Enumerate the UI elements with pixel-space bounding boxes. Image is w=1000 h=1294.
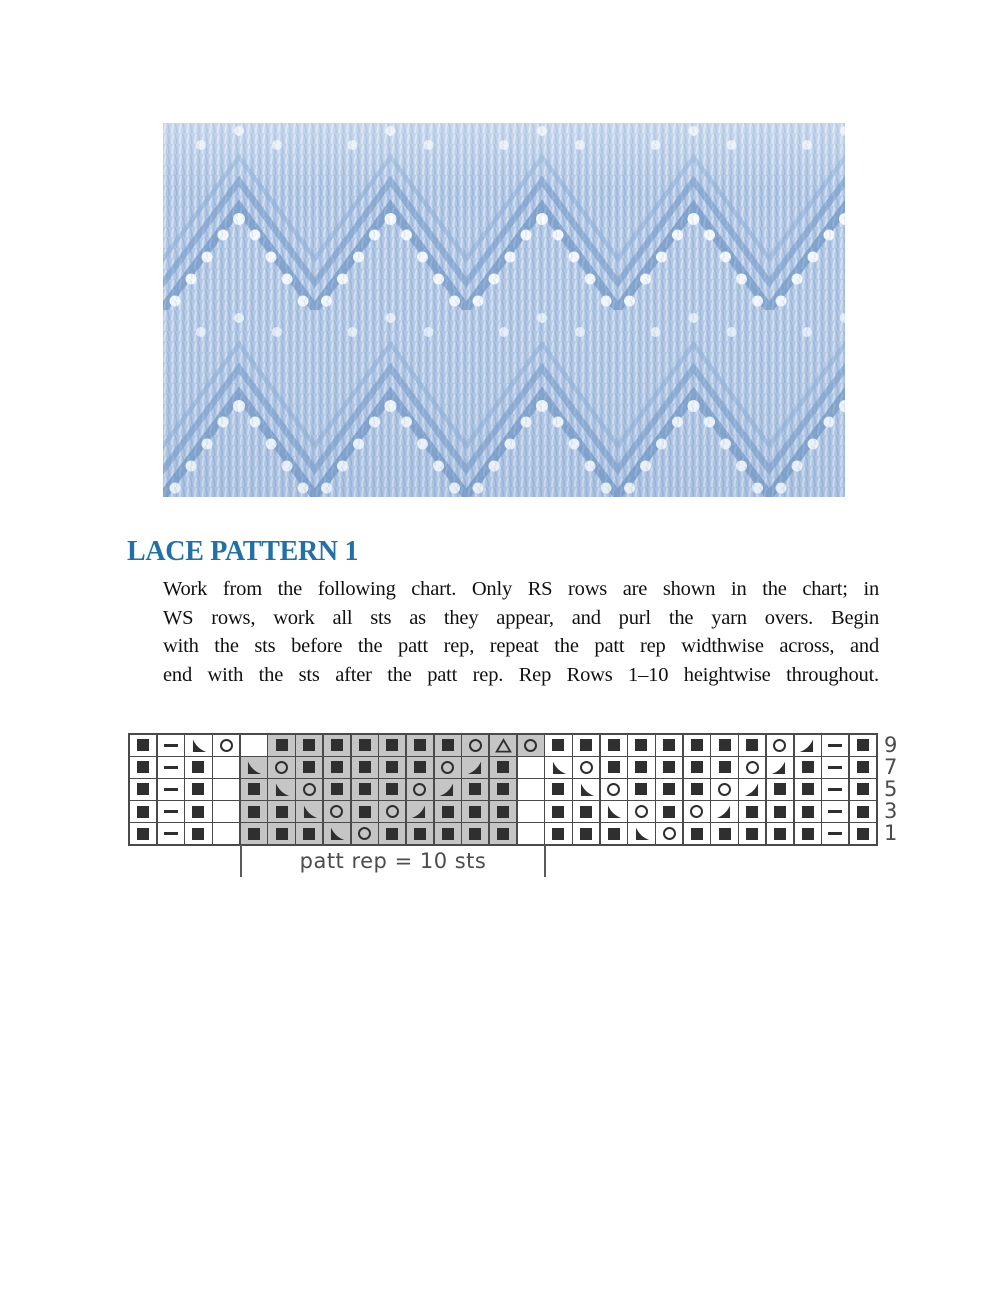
row-number: 7 <box>884 755 898 780</box>
chart-cell <box>711 779 737 800</box>
chart-cell <box>324 823 350 844</box>
chart-cell <box>185 735 211 756</box>
knit-stitch-icon <box>497 828 509 840</box>
chart-cell <box>352 757 378 778</box>
paragraph-line: Work from the following chart. Only RS rows are shown in the chart; in <box>163 578 879 600</box>
knit-stitch-icon <box>774 806 786 818</box>
chart-cell <box>379 735 405 756</box>
k2tog-decrease-icon <box>716 804 733 820</box>
knit-stitch-icon <box>248 828 260 840</box>
chart-cell <box>795 757 821 778</box>
knit-stitch-icon <box>137 739 149 751</box>
knit-stitch-icon <box>608 761 620 773</box>
chart-cell <box>324 801 350 822</box>
chart-cell <box>518 823 544 844</box>
chart-row <box>130 735 876 756</box>
chart-cell <box>684 757 710 778</box>
chart-cell <box>213 801 239 822</box>
knit-stitch-icon <box>691 783 703 795</box>
chart-cell <box>296 757 322 778</box>
chart-cell <box>518 801 544 822</box>
yarn-over-icon <box>524 739 537 752</box>
chart-cell <box>850 757 876 778</box>
knit-stitch-icon <box>248 806 260 818</box>
knit-stitch-icon <box>414 761 426 773</box>
chart-cell <box>490 801 516 822</box>
k2tog-decrease-icon <box>467 760 484 776</box>
chart-cell <box>379 823 405 844</box>
knit-stitch-icon <box>442 806 454 818</box>
chart-cell <box>628 735 654 756</box>
knit-stitch-icon <box>719 761 731 773</box>
chart-cell <box>795 823 821 844</box>
knit-stitch-icon <box>691 828 703 840</box>
knit-stitch-icon <box>719 739 731 751</box>
chart-cell <box>213 757 239 778</box>
knit-stitch-icon <box>469 806 481 818</box>
chart-cell <box>268 735 294 756</box>
knit-stitch-icon <box>635 739 647 751</box>
yarn-over-icon <box>580 761 593 774</box>
instructions-paragraph <box>163 575 879 689</box>
chart-cell <box>130 779 156 800</box>
knit-stitch-icon <box>386 783 398 795</box>
chart-cell <box>739 801 765 822</box>
knit-stitch-icon <box>469 783 481 795</box>
chart-cell <box>684 801 710 822</box>
chart-cell <box>268 823 294 844</box>
chart-cell <box>435 735 461 756</box>
knit-stitch-icon <box>802 806 814 818</box>
page-title: LACE PATTERN 1 <box>127 536 359 567</box>
knit-stitch-icon <box>608 828 620 840</box>
knit-stitch-icon <box>663 739 675 751</box>
ssk-decrease-icon <box>273 782 290 798</box>
chart-cell <box>545 735 571 756</box>
knit-stitch-icon <box>442 828 454 840</box>
paragraph-line: WS rows, work all sts as they appear, and purl the yarn overs. Begin <box>163 606 879 629</box>
yarn-over-icon <box>275 761 288 774</box>
yarn-over-icon <box>607 783 620 796</box>
knit-stitch-icon <box>303 739 315 751</box>
chart-cell <box>711 757 737 778</box>
chart-cell <box>573 779 599 800</box>
knit-stitch-icon <box>248 783 260 795</box>
chart-cell <box>296 823 322 844</box>
chart-cell <box>767 779 793 800</box>
chart-cell <box>130 801 156 822</box>
knit-stitch-icon <box>386 828 398 840</box>
chart-cell <box>601 801 627 822</box>
knitting-chart <box>128 733 878 846</box>
knit-stitch-icon <box>635 761 647 773</box>
yarn-over-icon <box>303 783 316 796</box>
chart-cell <box>296 801 322 822</box>
chart-cell <box>462 801 488 822</box>
knit-stitch-icon <box>331 761 343 773</box>
knit-stitch-icon <box>359 806 371 818</box>
chart-cell <box>628 779 654 800</box>
chart-cell <box>601 779 627 800</box>
chart-cell <box>684 823 710 844</box>
chart-cell <box>241 757 267 778</box>
chart-cell <box>822 735 848 756</box>
chart-cell <box>850 735 876 756</box>
chart-cell <box>822 801 848 822</box>
chart-cell <box>656 801 682 822</box>
yarn-over-icon <box>386 805 399 818</box>
knit-stitch-icon <box>774 783 786 795</box>
ssk-decrease-icon <box>550 760 567 776</box>
knit-stitch-icon <box>192 828 204 840</box>
ssk-decrease-icon <box>245 760 262 776</box>
chart-cell <box>573 823 599 844</box>
knit-stitch-icon <box>580 739 592 751</box>
knit-stitch-icon <box>857 783 869 795</box>
knit-stitch-icon <box>857 806 869 818</box>
chart-cell <box>268 757 294 778</box>
knit-stitch-icon <box>276 806 288 818</box>
knit-stitch-icon <box>802 761 814 773</box>
chart-cell <box>435 779 461 800</box>
chart-cell <box>462 779 488 800</box>
chart-cell <box>711 823 737 844</box>
knit-stitch-icon <box>137 806 149 818</box>
knit-stitch-icon <box>442 739 454 751</box>
chart-cell <box>822 779 848 800</box>
chart-cell <box>822 757 848 778</box>
ssk-decrease-icon <box>328 826 345 842</box>
knit-stitch-icon <box>497 761 509 773</box>
knit-stitch-icon <box>719 828 731 840</box>
purl-stitch-icon <box>164 810 178 814</box>
chart-cell <box>352 779 378 800</box>
k2tog-decrease-icon <box>411 804 428 820</box>
chart-cell <box>241 823 267 844</box>
chart-cell <box>545 801 571 822</box>
chart-cell <box>601 757 627 778</box>
chart-cell <box>795 779 821 800</box>
purl-stitch-icon <box>828 832 842 836</box>
chart-cell <box>656 735 682 756</box>
chart-cell <box>407 801 433 822</box>
knit-stitch-icon <box>552 783 564 795</box>
k2tog-decrease-icon <box>771 760 788 776</box>
chart-cell <box>601 735 627 756</box>
ssk-decrease-icon <box>301 804 318 820</box>
chart-cell <box>379 757 405 778</box>
knit-stitch-icon <box>608 739 620 751</box>
chart-cell <box>545 779 571 800</box>
purl-stitch-icon <box>828 766 842 770</box>
knit-stitch-icon <box>552 806 564 818</box>
knit-stitch-icon <box>276 828 288 840</box>
chart-row <box>130 801 876 822</box>
chart-cell <box>518 757 544 778</box>
knit-stitch-icon <box>192 806 204 818</box>
chart-cell <box>435 757 461 778</box>
knit-stitch-icon <box>359 783 371 795</box>
chart-cell <box>158 801 184 822</box>
chart-cell <box>795 735 821 756</box>
knit-stitch-icon <box>663 783 675 795</box>
purl-stitch-icon <box>828 788 842 792</box>
chart-cell <box>684 779 710 800</box>
chart-cell <box>767 757 793 778</box>
chart-cell <box>130 757 156 778</box>
chart-cell <box>739 757 765 778</box>
knit-stitch-icon <box>359 761 371 773</box>
ssk-decrease-icon <box>578 782 595 798</box>
chart-cell <box>767 801 793 822</box>
chart-cell <box>158 823 184 844</box>
yarn-over-icon <box>718 783 731 796</box>
chart-cell <box>490 757 516 778</box>
chart-cell <box>352 735 378 756</box>
chart-row <box>130 823 876 844</box>
knit-stitch-icon <box>746 739 758 751</box>
knit-stitch-icon <box>331 739 343 751</box>
row-number: 9 <box>884 733 898 757</box>
chart-row <box>130 757 876 778</box>
chart-cell <box>490 823 516 844</box>
chart-cell <box>850 823 876 844</box>
ssk-decrease-icon <box>633 826 650 842</box>
chart-cell <box>684 735 710 756</box>
ssk-decrease-icon <box>605 804 622 820</box>
chart-cell <box>545 823 571 844</box>
chart-cell <box>158 757 184 778</box>
chart-cell <box>518 735 544 756</box>
knit-stitch-icon <box>137 828 149 840</box>
yarn-over-icon <box>663 827 676 840</box>
k2tog-decrease-icon <box>799 738 816 754</box>
chart-cell <box>435 801 461 822</box>
chart-cell <box>656 779 682 800</box>
chart-cell <box>130 735 156 756</box>
knit-stitch-icon <box>746 828 758 840</box>
chart-cell <box>822 823 848 844</box>
chart-cell <box>352 801 378 822</box>
double-decrease-icon <box>495 738 512 754</box>
chart-cell <box>573 735 599 756</box>
chart-cell <box>628 801 654 822</box>
chart-cell <box>407 735 433 756</box>
knit-stitch-icon <box>663 806 675 818</box>
chart-cell <box>462 735 488 756</box>
knit-stitch-icon <box>580 806 592 818</box>
purl-stitch-icon <box>164 788 178 792</box>
knit-stitch-icon <box>691 761 703 773</box>
yarn-over-icon <box>441 761 454 774</box>
knit-stitch-icon <box>746 806 758 818</box>
chart-cell <box>462 823 488 844</box>
chart-cell <box>158 735 184 756</box>
lace-fabric-illustration <box>163 123 845 497</box>
chart-row <box>130 779 876 800</box>
chart-cell <box>656 823 682 844</box>
knit-stitch-icon <box>497 783 509 795</box>
knit-stitch-icon <box>857 828 869 840</box>
chart-cell <box>490 779 516 800</box>
chart-cell <box>324 735 350 756</box>
chart-cell <box>213 735 239 756</box>
knit-stitch-icon <box>663 761 675 773</box>
chart-cell <box>185 757 211 778</box>
knit-stitch-icon <box>192 761 204 773</box>
chart-cell <box>407 757 433 778</box>
k2tog-decrease-icon <box>439 782 456 798</box>
yarn-over-icon <box>330 805 343 818</box>
chart-cell <box>213 823 239 844</box>
chart-cell <box>407 823 433 844</box>
knit-stitch-icon <box>414 828 426 840</box>
chart-cell <box>241 779 267 800</box>
knit-stitch-icon <box>137 783 149 795</box>
purl-stitch-icon <box>164 832 178 836</box>
knit-stitch-icon <box>137 761 149 773</box>
chart-cell <box>185 779 211 800</box>
knit-stitch-icon <box>802 783 814 795</box>
chart-cell <box>739 823 765 844</box>
chart-cell <box>767 823 793 844</box>
chart-cell <box>739 735 765 756</box>
chart-cell <box>379 779 405 800</box>
chart-cell <box>185 801 211 822</box>
chart-cell <box>379 801 405 822</box>
yarn-over-icon <box>690 805 703 818</box>
knit-stitch-icon <box>303 761 315 773</box>
knit-stitch-icon <box>774 828 786 840</box>
chart-cell <box>490 735 516 756</box>
chart-cell <box>407 779 433 800</box>
chart-cell <box>435 823 461 844</box>
ssk-decrease-icon <box>190 738 207 754</box>
chart-cell <box>158 779 184 800</box>
yarn-over-icon <box>635 805 648 818</box>
chart-cell <box>573 757 599 778</box>
chart-cell <box>268 779 294 800</box>
yarn-over-icon <box>413 783 426 796</box>
chart-cell <box>767 735 793 756</box>
chart-cell <box>130 823 156 844</box>
paragraph-line: end with the sts after the patt rep. Rep Rows 1–10 heightwise throughout. <box>163 663 879 686</box>
knit-stitch-icon <box>414 739 426 751</box>
chart-cell <box>739 779 765 800</box>
row-number: 3 <box>884 799 898 824</box>
chart-cell <box>545 757 571 778</box>
chart-cell <box>352 823 378 844</box>
chart-cell <box>185 823 211 844</box>
k2tog-decrease-icon <box>744 782 761 798</box>
chart-cell <box>241 735 267 756</box>
yarn-over-icon <box>358 827 371 840</box>
yarn-over-icon <box>469 739 482 752</box>
knit-stitch-icon <box>580 828 592 840</box>
chart-cell <box>324 779 350 800</box>
knit-stitch-icon <box>192 783 204 795</box>
knit-stitch-icon <box>359 739 371 751</box>
knit-stitch-icon <box>386 739 398 751</box>
chart-cell <box>628 823 654 844</box>
knit-stitch-icon <box>635 783 647 795</box>
knit-stitch-icon <box>497 806 509 818</box>
knit-stitch-icon <box>386 761 398 773</box>
chart-cell <box>573 801 599 822</box>
chart-cell <box>518 779 544 800</box>
chart-cell <box>711 735 737 756</box>
yarn-over-icon <box>220 739 233 752</box>
row-number: 5 <box>884 777 898 802</box>
knit-stitch-icon <box>802 828 814 840</box>
chart-cell <box>213 779 239 800</box>
purl-stitch-icon <box>828 810 842 814</box>
chart-cell <box>268 801 294 822</box>
chart-cell <box>795 801 821 822</box>
knit-stitch-icon <box>469 828 481 840</box>
purl-stitch-icon <box>828 744 842 748</box>
chart-cell <box>296 779 322 800</box>
patt-rep-label: patt rep = 10 sts <box>299 849 487 873</box>
chart-cell <box>656 757 682 778</box>
knit-stitch-icon <box>691 739 703 751</box>
knit-stitch-icon <box>552 828 564 840</box>
purl-stitch-icon <box>164 744 178 748</box>
chart-cell <box>462 757 488 778</box>
purl-stitch-icon <box>164 766 178 770</box>
chart-cell <box>601 823 627 844</box>
knit-stitch-icon <box>552 739 564 751</box>
chart-cell <box>628 757 654 778</box>
knit-stitch-icon <box>857 761 869 773</box>
knit-stitch-icon <box>303 828 315 840</box>
chart-row-numbers <box>884 734 918 845</box>
paragraph-line: with the sts before the patt rep, repeat the patt rep widthwise across, and <box>163 635 879 657</box>
chart-cell <box>296 735 322 756</box>
knit-stitch-icon <box>331 783 343 795</box>
yarn-over-icon <box>773 739 786 752</box>
chart-cell <box>850 779 876 800</box>
chart-cell <box>324 757 350 778</box>
chart-cell <box>711 801 737 822</box>
row-number: 1 <box>884 821 898 846</box>
lace-fabric-photo <box>163 123 845 497</box>
knit-stitch-icon <box>276 739 288 751</box>
knit-stitch-icon <box>857 739 869 751</box>
yarn-over-icon <box>746 761 759 774</box>
chart-cell <box>850 801 876 822</box>
chart-cell <box>241 801 267 822</box>
